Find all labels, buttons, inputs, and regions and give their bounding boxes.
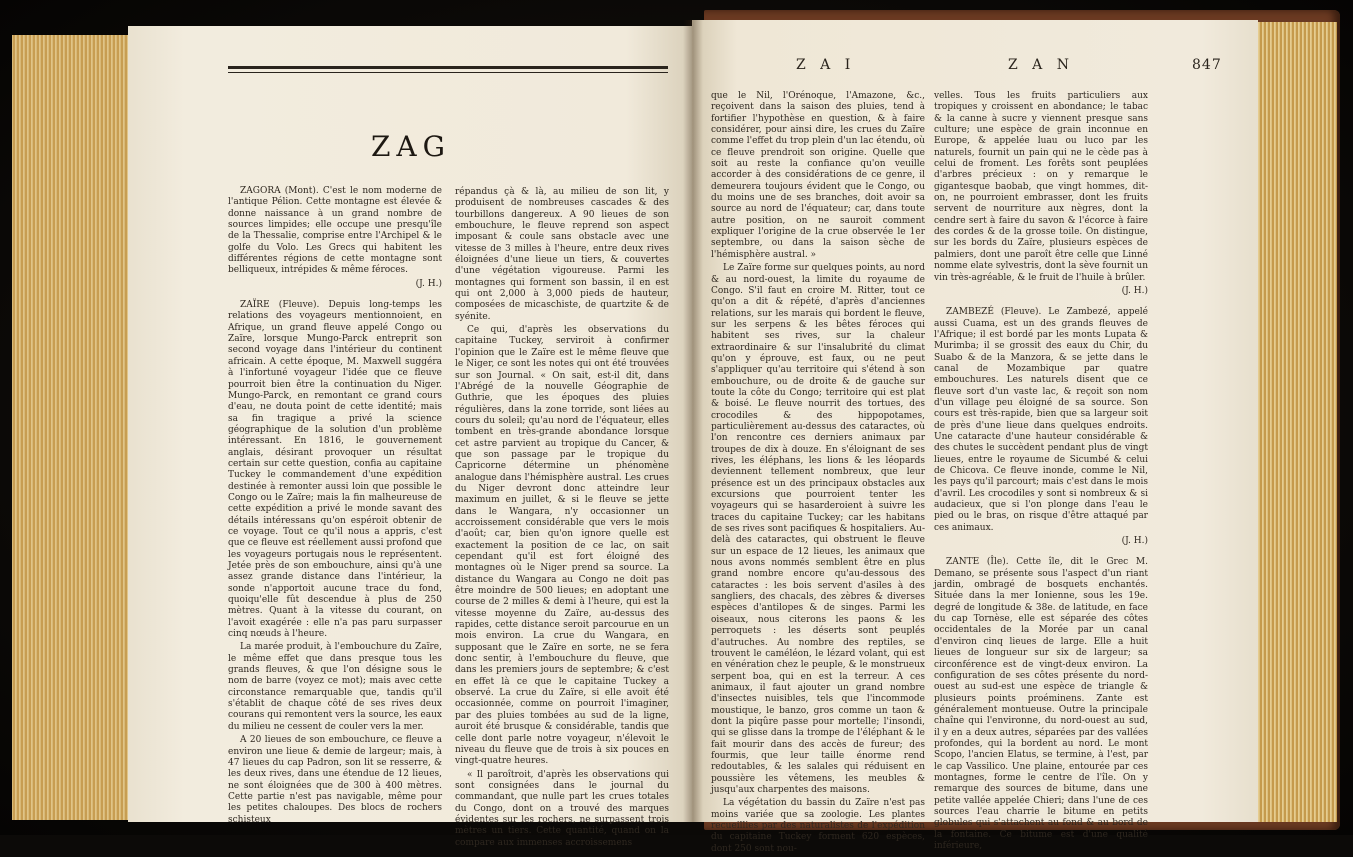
page-edges-left bbox=[12, 35, 130, 820]
right-page-column-1 bbox=[711, 91, 925, 857]
left-page-column-1 bbox=[228, 186, 442, 828]
running-head-left: Z A I bbox=[796, 57, 856, 73]
paragraph: La marée produit, à l'embouchure du Zaïre, le même effet que dans presque tous les grands fleuves, & que l'on désigne sous le nom de barre (voyez ce mot); mais avec cette circonstance remarquable que, tandis qu'il s'établit de chaque côté de ses rives deux courans qui remontent vers la source, les eaux du milieu ne cessent de couler vers la mer. bbox=[228, 642, 442, 732]
header-rule-thick bbox=[228, 66, 668, 69]
page-edges-right bbox=[1255, 22, 1337, 822]
entry-zambeze: ZAMBEZÉ (Fleuve). Le Zambezé, appelé aussi Cuama, est un des grands fleuves de l'Afrique; il est bordé par les monts Lupata & Murimba; il se grossit des eaux du Chir, du Suabo & de la Manzora, & se jette dans le canal de Mozambique par quatre embouchures. Les naturels disent que ce fleuve sort d'un vaste lac, & reçoit son nom d'un village peu éloigné de sa source. Son cours est très-rapide, bien que sa largeur soit de près d'une lieue dans quelques endroits. Une cataracte d'une hauteur considérable & des chutes le succèdent pendant plus de vingt lieues, entre le royaume de Sicumbé & celui de Chicova. Ce fleuve inonde, comme le Nil, les pays qu'il parcourt; mais c'est dans le mois d'avril. Les crocodiles y sont si nombreux & si audacieux, que si l'on plonge dans l'eau le pied ou le bras, on risque d'être attaqué par ces animaux. bbox=[934, 307, 1148, 533]
paragraph: La végétation du bassin du Zaïre n'est pas moins variée que sa zoologie. Les plantes recueillies par des naturalistes de l'expédition du capitaine Tuckey forment 620 espèces, dont 250 sont nou- bbox=[711, 798, 925, 854]
left-page bbox=[128, 26, 694, 848]
left-page-column-2 bbox=[455, 187, 669, 851]
author-signature: (J. H.) bbox=[415, 278, 442, 289]
running-head-center: Z A N bbox=[1008, 57, 1074, 73]
header-rule-thin bbox=[228, 72, 668, 73]
entry-zagora: ZAGORA (Mont). C'est le nom moderne de l'antique Pélion. Cette montagne est élevée & donne naissance à un grand nombre de sources limpides; elle occupe une presqu'île de la Thessalie, comprise entre l'Archipel & le golfe du Volo. Les Grecs qui habitent les différentes régions de cette montagne sont belliqueux, intrépides & même féroces. bbox=[228, 186, 442, 276]
entry-zaire: ZAÏRE (Fleuve). Depuis long-temps les relations des voyageurs mentionnoient, en Afrique, un grand fleuve appelé Congo ou Zaïre, lorsque Mungo-Parck entreprit son second voyage dans l'intérieur du continent africain. A cette époque, M. Maxwell suggéra à l'infortuné voyageur l'idée que ce fleuve pourroit bien être la continuation du Niger. Mungo-Parck, en remontant ce grand cours d'eau, ne douta point de cette identité; mais sa fin tragique a privé la science géographique de la solution d'un problème intéressant. En 1816, le gouvernement anglais, désirant provoquer un résultat certain sur cette question, confia au capitaine Tuckey le commandement d'une expédition destinée à remonter aussi loin que possible le Congo ou le Zaïre; mais la fin malheureuse de cette expédition a privé le monde savant des détails intéressans qu'on espéroit obtenir de ce voyage. Tout ce qu'il nous a appris, c'est que ce fleuve est réellement aussi profond que les voyageurs portugais nous le représentent. Jetée près de son embouchure, ainsi qu'à une assez grande distance dans l'intérieur, la sonde n'apportoit aucune trace du fond, quoiqu'elle fût descendue à plus de 250 mètres. Quant à la vitesse du courant, on l'avoit exagérée : elle n'a pas paru surpasser cinq nœuds à l'heure. bbox=[228, 300, 442, 640]
paragraph: Le Zaïre forme sur quelques points, au nord & au nord-ouest, la limite du royaume de Congo. S'il faut en croire M. Ritter, tout ce qu'on a dit & répété, d'après d'anciennes relations, sur les marais qui bordent le fleuve, sur les serpens & les bêtes féroces qui habitent ses rives, sur la chaleur extraordinaire & sur l'insalubrité du climat qu'on y éprouve, est faux, ou ne peut s'appliquer qu'au territoire qui s'étend à son embouchure, ou de droite & de gauche sur toute la côte du Congo; territoire qui est plat & boisé. Le fleuve nourrit des tortues, des crocodiles & des hippopotames, particulièrement au-dessus des cataractes, où l'on rencontre ces derniers animaux par troupes de dix à douze. En s'éloignant de ses rives, les éléphans, les lions & les léopards deviennent tellement nombreux, que leur présence est un des principaux obstacles aux excursions que pourroient tenter les voyageurs qui se hasarderoient à suivre les traces du capitaine Tuckey; car les habitans de ses rives sont pacifiques & hospitaliers. Au-delà des cataractes, qui obstruent le fleuve sur un espace de 12 lieues, les animaux que nous avons nommés semblent être en plus grand nombre encore qu'au-dessous des cataractes : les bois servent d'asiles à des sangliers, des chacals, des zèbres & diverses espèces d'antilopes & de singes. Parmi les oiseaux, nous citerons les paons & les perroquets : les déserts sont peuplés d'autruches. Au nombre des reptiles, se trouvent le caméléon, le lézard volant, qui est en vénération chez le peuple, & le monstrueux serpent boa, qui en est la terreur. A ces animaux, il faut ajouter un grand nombre d'insectes nuisibles, tels que l'incommode moustique, le banzo, gros comme un taon & dont la piqûre passe pour mortelle; l'insondi, qui se glisse dans la trompe de l'éléphant & le fait mourir dans des accès de fureur; des fourmis, que leur taille énorme rend redoutables, & les salales qui réduisent en poussière les vêtemens, les meubles & jusqu'aux charpentes des maisons. bbox=[711, 263, 925, 795]
page-number: 847 bbox=[1192, 57, 1222, 73]
paragraph: A 20 lieues de son embouchure, ce fleuve a environ une lieue & demie de largeur; mais, à 47 lieues du cap Padron, son lit se resserre, & les deux rives, dans une étendue de 12 lieues, ne sont éloignées que de 300 à 400 mètres. Cette partie n'est pas navigable, même pour les petites chaloupes. Des blocs de rochers schisteux bbox=[228, 735, 442, 825]
section-title: ZAG bbox=[370, 130, 452, 163]
paragraph: « Il paroîtroit, d'après les observations qui sont consignées dans le journal du commandant, que nulle part les crues totales du Congo, dont on a trouvé des marques évidentes sur les rochers, ne surpassent trois mètres un tiers. Cette quantité, quand on la compare aux immenses accroissemens bbox=[455, 769, 669, 848]
author-signature: (J. H.) bbox=[1121, 536, 1148, 547]
book-gutter bbox=[683, 20, 703, 822]
paragraph: que le Nil, l'Orénoque, l'Amazone, &c., reçoivent dans la saison des pluies, tend à fortifier l'hypothèse en question, & à faire considérer, pour ainsi dire, les crues du Zaïre comme l'effet du trop plein d'un lac étendu, où ce fleuve prendroit son origine. Quelle que soit au reste la confiance qu'on veuille accorder à des considérations de ce genre, il demeurera toujours évident que le Congo, ou du moins une de ses branches, doit avoir sa source au nord de l'équateur; car, dans toute autre position, on ne sauroit comment expliquer l'origine de la crue observée le 1er septembre, ou dans la saison sèche de l'hémisphère austral. » bbox=[711, 91, 925, 260]
paragraph: Ce qui, d'après les observations du capitaine Tuckey, serviroit à confirmer l'opinion que le Zaïre est le même fleuve que le Niger, ce sont les notes qui ont été trouvées sur son Journal. « On sait, est-il dit, dans l'Abrégé de la nouvelle Géographie de Guthrie, que les époques des pluies régulières, dans la zone torride, sont liées au cours du soleil; qu'au nord de l'équateur, elles tombent en très-grande abondance lorsque cet astre parvient au tropique du Cancer, & que son passage par le tropique du Capricorne détermine un phénomène analogue dans l'hémisphère austral. Les crues du Niger devront donc atteindre leur maximum en juillet, & si le fleuve se jette dans le Wangara, n'y occasionner un accroissement considérable que vers le mois d'août; car, bien qu'on ignore quelle est exactement la position de ce lac, on sait cependant qu'il est fort éloigné des montagnes où le Niger prend sa source. La distance du Wangara au Congo ne doit pas être moindre de 500 lieues; en adoptant une course de 2 milles & demi à l'heure, qui est la vitesse moyenne du Zaïre, au-dessus des rapides, cette distance seroit parcourue en un mois environ. La crue du Wangara, en supposant que le Zaïre en sorte, ne se fera donc sentir, à l'embouchure du fleuve, que dans les premiers jours de septembre; & c'est en effet là ce que le capitaine Tuckey a observé. La crue du Zaïre, si elle avoit été occasionnée, comme on pourroit l'imaginer, par des pluies tombées au sud de la ligne, auroit été brusque & considérable, tandis que celle dont parle notre voyageur, n'élevoit le niveau du fleuve que de trois à six pouces en vingt-quatre heures. bbox=[455, 325, 669, 767]
right-page bbox=[692, 20, 1258, 854]
paragraph: répandus çà & là, au milieu de son lit, y produisent de nombreuses cascades & des tourbillons dangereux. A 90 lieues de son embouchure, le fleuve reprend son aspect imposant & coule sans obstacle avec une vitesse de 3 milles à l'heure, entre deux rives éloignées d'une lieue un tiers, & couvertes d'une végétation vigoureuse. Parmi les montagnes qui forment son bassin, il en est qui ont 2,000 à 3,000 pieds de hauteur, composées de micaschiste, de quartzite & de syénite. bbox=[455, 187, 669, 322]
author-signature: (J. H.) bbox=[1121, 285, 1148, 296]
right-page-column-2 bbox=[934, 91, 1148, 854]
entry-zante: ZANTE (Île). Cette île, dit le Grec M. Demano, se présente sous l'aspect d'un riant jardin, ombragé de bosquets enchantés. Située dans la mer Ionienne, sous les 19e. degré de longitude & 38e. de latitude, en face du cap Tornèse, elle est séparée des côtes occidentales de la Morée par un canal d'environ cinq lieues de large. Elle a huit lieues de longueur sur six de largeur; sa circonférence est de vingt-deux environ. La configuration de ses côtes présente du nord-ouest au sud-est une espèce de triangle & plusieurs points proéminens. Zante est généralement montueuse. Outre la principale chaîne qui l'environne, du nord-ouest au sud, il y en a deux autres, séparées par des vallées profondes, qui la bordent au nord. Le mont Scopo, l'ancien Elatus, se termine, à l'est, par le cap Vassilico. Une plaine, entourée par ces montagnes, forme le centre de l'île. On y remarque des sources de bitume, dans une petite vallée appelée Chieri; dans l'une de ces sources l'eau charrie le bitume en petits globules qui s'attachent au fond & au bord de la fontaine. Ce bitume est d'une qualité inférieure, bbox=[934, 557, 1148, 851]
paragraph: velles. Tous les fruits particuliers aux tropiques y croissent en abondance; le tabac & la canne à sucre y viennent presque sans culture; une espèce de grain inconnue en Europe, & appelée luau ou luco par les naturels, fournit un pain qui ne le cède pas à celui de froment. Les forêts sont peuplées d'arbres précieux : on y remarque le gigantesque baobab, que vingt hommes, dit-on, ne pourroient embrasser, dont les fruits servent de nourriture aux nègres, dont la cendre sert à faire du savon & l'écorce à faire des cordes & de la grosse toile. On distingue, sur les bords du Zaïre, plusieurs espèces de palmiers, dont une paroît être celle que Linné nomme elate sylvestris, dont la sève fournit un vin très-agréable, & le fruit de l'huile à brûler. bbox=[934, 91, 1148, 283]
